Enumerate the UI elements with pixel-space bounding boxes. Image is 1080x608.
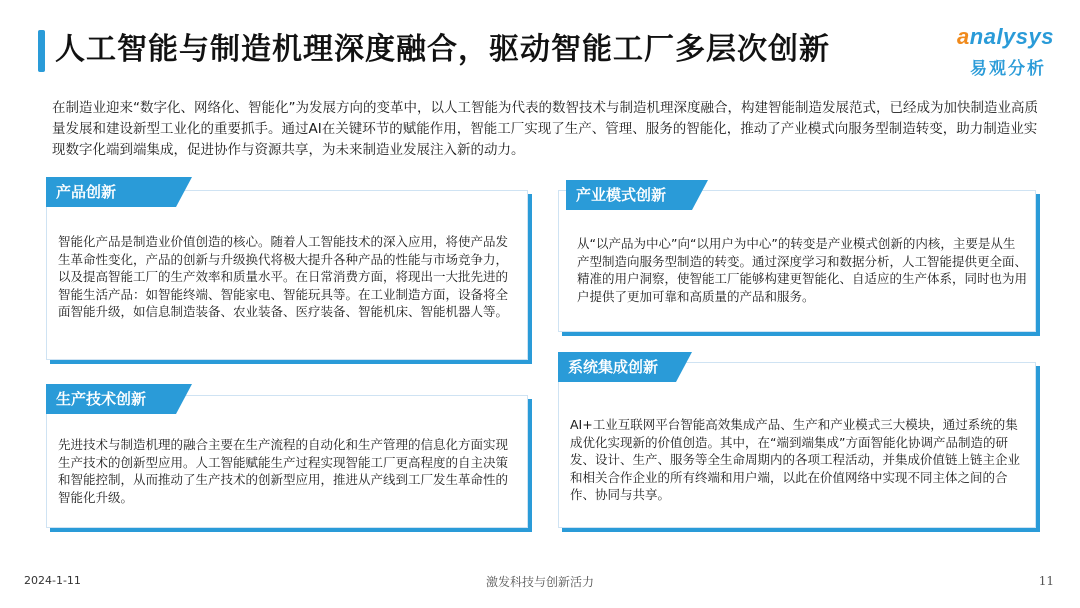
card-production-tech-innovation-tag: 生产技术创新 bbox=[46, 384, 176, 414]
card-product-innovation-body: 智能化产品是制造业价值创造的核心。随着人工智能技术的深入应用，将使产品发生革命性变化，产品的创新与升级换代将极大提升各种产品的性能与市场竞争力，以及提高智能工厂的生产效率和质量水平。在日常消费方面，将现出一大批先进的智能生活产品：如智能终端、智能家电、智能玩具等。在工业制造方面，设备将全面智能升级，如信息制造装备、农业装备、医疗装备、智能机床、智能机器人等。 bbox=[58, 234, 509, 319]
page-title: 人工智能与制造机理深度融合，驱动智能工厂多层次创新 bbox=[55, 32, 830, 67]
logo-ring-letter: a bbox=[957, 24, 970, 49]
footer-slogan: 激发科技与创新活力 bbox=[485, 575, 594, 589]
brand-logo bbox=[934, 24, 1054, 80]
logo-wordmark bbox=[957, 24, 1054, 50]
card-system-integration-innovation-body: AI+工业互联网平台智能高效集成产品、生产和产业模式三大模块，通过系统的集成优化实现新的价值创造。其中，在“端到端集成”方面智能化协调产品制造的研发、设计、生产、服务等全生命周期内的各项工程活动，并集成价值链上链主企业和相关合作企业的所有终端和用户端，以此在价值网络中实现不同主体之间的合作、协同与共享。 bbox=[570, 417, 1021, 502]
logo-chinese-name: 易观分析 bbox=[970, 59, 1046, 79]
footer-date: 2024-1-11 bbox=[24, 574, 81, 587]
card-industry-model-innovation-body: 从“以产品为中心”向“以用户为中心”的转变是产业模式创新的内核，主要是从生产型制造向服务型制造的转变。通过深度学习和数据分析，人工智能提供更全面、精准的用户洞察，使智能工厂能够构建更智能化、自适应的生产体系，同时也为用户提供了更加可靠和高质量的产品和服务。 bbox=[577, 236, 1028, 304]
card-system-integration-innovation-tag: 系统集成创新 bbox=[558, 352, 676, 382]
card-production-tech-innovation-body: 先进技术与制造机理的融合主要在生产流程的自动化和生产管理的信息化方面实现生产技术的创新型应用。人工智能赋能生产过程实现智能工厂更高程度的自主决策和智能控制，从而推动了生产技术的创新型应用，推进从产线到工厂发生革命性的智能化升级。 bbox=[58, 437, 509, 505]
title-accent-bar bbox=[38, 30, 45, 72]
page-number: 11 bbox=[1038, 574, 1054, 588]
card-industry-model-innovation-tag: 产业模式创新 bbox=[566, 180, 692, 210]
logo-wordmark-rest: nalysys bbox=[969, 24, 1054, 49]
card-product-innovation-tag: 产品创新 bbox=[46, 177, 176, 207]
intro-paragraph: 在制造业迎来“数字化、网络化、智能化”为发展方向的变革中，以人工智能为代表的数智技术与制造机理深度融合，构建智能制造发展范式，已经成为加快制造业高质量发展和建设新型工业化的重要抓手。通过AI在关键环节的赋能作用，智能工厂实现了生产、管理、服务的智能化，推动了产业模式向服务型制造转变，助力制造业实现数字化端到端集成，促进协作与资源共享，为未来制造业发展注入新的动力。 bbox=[52, 100, 1038, 158]
